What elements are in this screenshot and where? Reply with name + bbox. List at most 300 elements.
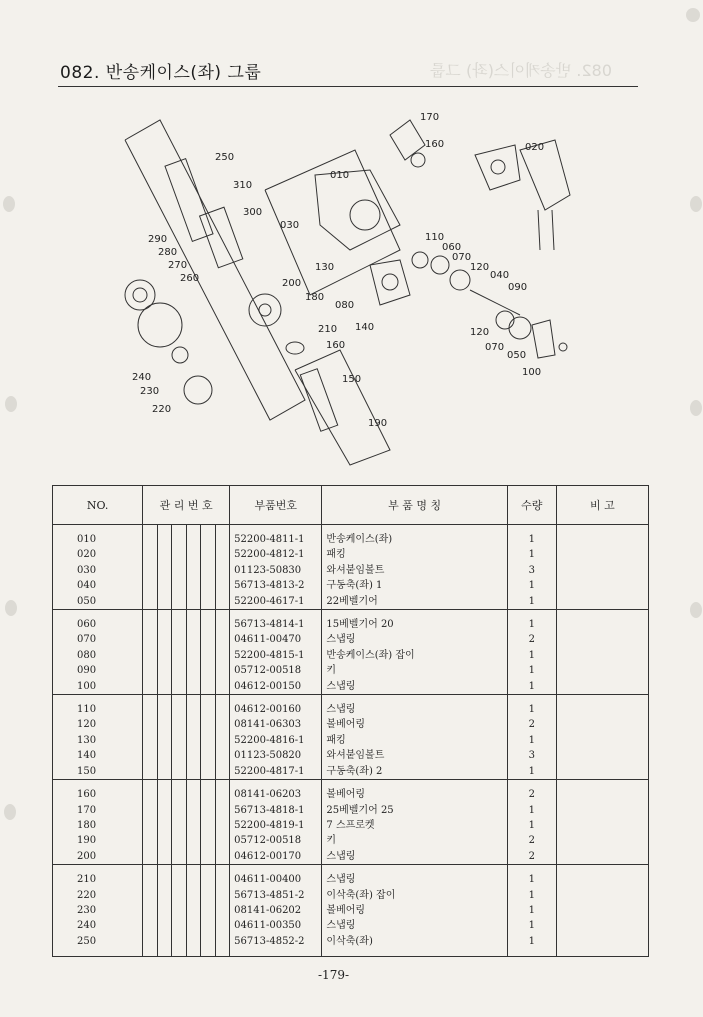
cell-management xyxy=(201,578,216,593)
cell-management xyxy=(172,934,187,949)
svg-text:230: 230 xyxy=(140,386,160,397)
cell-part-number: 56713-4813-2 xyxy=(230,578,322,593)
cell-management xyxy=(201,594,216,610)
cell-management xyxy=(186,872,201,887)
cell-management xyxy=(186,733,201,748)
cell-quantity: 1 xyxy=(507,934,556,949)
cell-part-number: 52200-4617-1 xyxy=(230,594,322,610)
cell-quantity: 1 xyxy=(507,702,556,717)
cell-management xyxy=(201,764,216,780)
cell-management xyxy=(215,594,230,610)
svg-text:220: 220 xyxy=(152,404,172,415)
cell-part-number: 04612-00160 xyxy=(230,702,322,717)
cell-part-number: 52200-4817-1 xyxy=(230,764,322,780)
table-row xyxy=(53,934,648,949)
cell-remark xyxy=(556,803,648,818)
cell-management xyxy=(215,872,230,887)
svg-text:160: 160 xyxy=(425,139,445,150)
cell-remark xyxy=(556,563,648,578)
cell-management xyxy=(186,803,201,818)
cell-management xyxy=(186,663,201,678)
cell-no: 190 xyxy=(53,833,143,848)
table-row xyxy=(53,563,648,578)
cell-management xyxy=(186,594,201,610)
col-part-name: 부 품 명 칭 xyxy=(322,486,508,525)
row-spacer xyxy=(53,780,648,788)
cell-management xyxy=(172,918,187,933)
cell-part-name: 22베벨기어 xyxy=(322,594,508,610)
cell-management xyxy=(215,803,230,818)
cell-management xyxy=(186,818,201,833)
cell-part-number: 56713-4818-1 xyxy=(230,803,322,818)
cell-part-name: 15베벨기어 20 xyxy=(322,617,508,632)
cell-no: 090 xyxy=(53,663,143,678)
cell-management xyxy=(143,563,158,578)
svg-text:090: 090 xyxy=(508,282,528,293)
cell-part-name: 와셔붙임볼트 xyxy=(322,748,508,763)
cell-no: 070 xyxy=(53,632,143,647)
cell-management xyxy=(215,578,230,593)
cell-management xyxy=(172,663,187,678)
cell-management xyxy=(157,733,172,748)
cell-part-name: 반송케이스(좌) xyxy=(322,532,508,547)
cell-management xyxy=(215,888,230,903)
cell-management xyxy=(143,617,158,632)
cell-management xyxy=(143,594,158,610)
cell-part-number: 56713-4852-2 xyxy=(230,934,322,949)
cell-part-name: 패킹 xyxy=(322,733,508,748)
cell-quantity: 3 xyxy=(507,748,556,763)
cell-quantity: 1 xyxy=(507,733,556,748)
cell-remark xyxy=(556,918,648,933)
cell-management xyxy=(215,632,230,647)
cell-management xyxy=(172,733,187,748)
binder-hole xyxy=(5,600,17,616)
cell-management xyxy=(172,849,187,865)
cell-remark xyxy=(556,818,648,833)
cell-quantity: 3 xyxy=(507,563,556,578)
cell-management xyxy=(143,663,158,678)
svg-text:070: 070 xyxy=(452,252,472,263)
table-row xyxy=(53,594,648,610)
row-spacer xyxy=(53,695,648,703)
cell-remark xyxy=(556,594,648,610)
cell-remark xyxy=(556,888,648,903)
cell-part-name: 와셔붙임볼트 xyxy=(322,563,508,578)
shaft2-group-outline xyxy=(295,350,390,465)
cell-quantity: 1 xyxy=(507,648,556,663)
cell-quantity: 1 xyxy=(507,617,556,632)
cell-no: 240 xyxy=(53,918,143,933)
cell-management xyxy=(215,748,230,763)
cell-management xyxy=(172,563,187,578)
table-row xyxy=(53,663,648,678)
table-row xyxy=(53,764,648,780)
binder-hole xyxy=(690,196,702,212)
cell-no: 150 xyxy=(53,764,143,780)
cell-part-name: 스냅링 xyxy=(322,849,508,865)
cell-part-name: 스냅링 xyxy=(322,632,508,647)
cell-remark xyxy=(556,702,648,717)
cell-management xyxy=(143,833,158,848)
cell-management xyxy=(143,934,158,949)
cell-management xyxy=(143,547,158,562)
table-row xyxy=(53,632,648,647)
callout-labels xyxy=(132,112,544,429)
cell-management xyxy=(201,787,216,802)
cell-no: 180 xyxy=(53,818,143,833)
cell-part-number: 52200-4815-1 xyxy=(230,648,322,663)
page-number: -179- xyxy=(318,968,350,982)
cell-management xyxy=(157,764,172,780)
cell-management xyxy=(201,918,216,933)
cell-part-name: 패킹 xyxy=(322,547,508,562)
cell-management xyxy=(172,803,187,818)
cell-management xyxy=(172,578,187,593)
cell-part-number: 52200-4812-1 xyxy=(230,547,322,562)
table-row xyxy=(53,617,648,632)
title-underline xyxy=(58,86,638,87)
cell-no: 030 xyxy=(53,563,143,578)
cell-management xyxy=(143,764,158,780)
cell-management xyxy=(186,717,201,732)
table-row xyxy=(53,578,648,593)
svg-text:030: 030 xyxy=(280,220,300,231)
col-part-number: 부품번호 xyxy=(230,486,322,525)
row-spacer xyxy=(53,865,648,873)
cell-management xyxy=(172,764,187,780)
cell-management xyxy=(215,918,230,933)
cell-management xyxy=(143,803,158,818)
table-row xyxy=(53,787,648,802)
cell-management xyxy=(201,818,216,833)
svg-text:270: 270 xyxy=(168,260,188,271)
cell-management xyxy=(201,733,216,748)
cell-management xyxy=(157,918,172,933)
cell-quantity: 2 xyxy=(507,787,556,802)
cell-management xyxy=(186,679,201,695)
cell-no: 060 xyxy=(53,617,143,632)
binder-hole xyxy=(3,196,15,212)
cell-part-name: 7 스프로켓 xyxy=(322,818,508,833)
cell-remark xyxy=(556,632,648,647)
cell-remark xyxy=(556,872,648,887)
cell-no: 140 xyxy=(53,748,143,763)
cell-quantity: 1 xyxy=(507,872,556,887)
table-row xyxy=(53,803,648,818)
cell-quantity: 1 xyxy=(507,903,556,918)
cell-part-number: 04611-00350 xyxy=(230,918,322,933)
cell-management xyxy=(157,594,172,610)
cell-no: 250 xyxy=(53,934,143,949)
cell-part-name: 스냅링 xyxy=(322,702,508,717)
cell-no: 170 xyxy=(53,803,143,818)
cell-quantity: 2 xyxy=(507,717,556,732)
cell-no: 080 xyxy=(53,648,143,663)
cell-quantity: 1 xyxy=(507,764,556,780)
cell-management xyxy=(186,563,201,578)
svg-text:260: 260 xyxy=(180,273,200,284)
cell-management xyxy=(186,764,201,780)
binder-hole xyxy=(686,8,700,22)
col-no: NO. xyxy=(53,486,143,525)
cell-management xyxy=(143,748,158,763)
cell-management xyxy=(215,663,230,678)
cell-remark xyxy=(556,717,648,732)
cell-no: 220 xyxy=(53,888,143,903)
cell-part-number: 08141-06202 xyxy=(230,903,322,918)
cell-management xyxy=(157,748,172,763)
bleed-through-text: 082. 반송케이스(좌) 그룹 xyxy=(430,61,612,80)
cell-management xyxy=(172,818,187,833)
cell-management xyxy=(157,803,172,818)
cell-part-number: 04611-00470 xyxy=(230,632,322,647)
svg-text:040: 040 xyxy=(490,270,510,281)
cell-management xyxy=(201,617,216,632)
svg-text:050: 050 xyxy=(507,350,527,361)
cell-part-name: 이삭축(좌) 잡이 xyxy=(322,888,508,903)
col-remarks: 비 고 xyxy=(556,486,648,525)
svg-text:310: 310 xyxy=(233,180,253,191)
table-row xyxy=(53,679,648,695)
cell-quantity: 1 xyxy=(507,578,556,593)
svg-text:160: 160 xyxy=(326,340,346,351)
cell-part-name: 키 xyxy=(322,663,508,678)
cell-management xyxy=(157,818,172,833)
cell-part-number: 56713-4814-1 xyxy=(230,617,322,632)
cell-management xyxy=(201,632,216,647)
table-row xyxy=(53,702,648,717)
cell-quantity: 1 xyxy=(507,818,556,833)
cell-part-name: 구동축(좌) 2 xyxy=(322,764,508,780)
cell-remark xyxy=(556,733,648,748)
cell-management xyxy=(143,733,158,748)
cell-part-name: 스냅링 xyxy=(322,918,508,933)
cell-management xyxy=(143,532,158,547)
table-row xyxy=(53,717,648,732)
cell-management xyxy=(172,679,187,695)
binder-hole xyxy=(690,602,702,618)
cell-part-name: 구동축(좌) 1 xyxy=(322,578,508,593)
cell-management xyxy=(157,547,172,562)
cell-part-number: 04611-00400 xyxy=(230,872,322,887)
svg-text:150: 150 xyxy=(342,374,362,385)
table-row xyxy=(53,733,648,748)
cell-management xyxy=(201,903,216,918)
svg-text:300: 300 xyxy=(243,207,263,218)
binder-hole xyxy=(5,396,17,412)
page-title: 082. 반송케이스(좌) 그룹 xyxy=(60,63,262,83)
cell-no: 160 xyxy=(53,787,143,802)
cell-part-name: 25베벨기어 25 xyxy=(322,803,508,818)
cell-management xyxy=(157,617,172,632)
cell-management xyxy=(157,702,172,717)
cell-management xyxy=(201,934,216,949)
cell-management xyxy=(186,702,201,717)
svg-text:210: 210 xyxy=(318,324,338,335)
cell-part-number: 52200-4819-1 xyxy=(230,818,322,833)
table-row xyxy=(53,849,648,865)
cell-management xyxy=(172,594,187,610)
cell-management xyxy=(201,648,216,663)
cell-quantity: 1 xyxy=(507,918,556,933)
cell-management xyxy=(201,872,216,887)
cell-management xyxy=(157,532,172,547)
cell-management xyxy=(201,748,216,763)
cell-part-number: 52200-4811-1 xyxy=(230,532,322,547)
cell-management xyxy=(172,888,187,903)
cell-management xyxy=(172,833,187,848)
cell-part-number: 05712-00518 xyxy=(230,833,322,848)
cell-quantity: 1 xyxy=(507,663,556,678)
cell-management xyxy=(201,663,216,678)
cell-remark xyxy=(556,547,648,562)
cell-quantity: 1 xyxy=(507,888,556,903)
svg-text:280: 280 xyxy=(158,247,178,258)
cell-management xyxy=(201,679,216,695)
parts-table xyxy=(52,485,649,957)
cell-remark xyxy=(556,934,648,949)
table-row xyxy=(53,818,648,833)
cell-management xyxy=(172,717,187,732)
cell-management xyxy=(143,818,158,833)
cell-management xyxy=(172,532,187,547)
cell-management xyxy=(201,833,216,848)
cell-remark xyxy=(556,787,648,802)
cell-management xyxy=(143,903,158,918)
cell-part-name: 볼베어링 xyxy=(322,787,508,802)
cell-remark xyxy=(556,748,648,763)
cell-no: 020 xyxy=(53,547,143,562)
cell-part-number: 05712-00518 xyxy=(230,663,322,678)
cell-management xyxy=(143,787,158,802)
svg-text:200: 200 xyxy=(282,278,302,289)
cell-management xyxy=(157,679,172,695)
svg-text:010: 010 xyxy=(330,170,350,181)
cell-management xyxy=(157,833,172,848)
cell-management xyxy=(143,717,158,732)
cell-management xyxy=(143,648,158,663)
cell-management xyxy=(157,903,172,918)
cell-management xyxy=(215,818,230,833)
cell-no: 210 xyxy=(53,872,143,887)
cell-management xyxy=(186,849,201,865)
cell-management xyxy=(215,903,230,918)
cell-management xyxy=(215,833,230,848)
cell-remark xyxy=(556,833,648,848)
cell-management xyxy=(215,547,230,562)
cell-management xyxy=(186,918,201,933)
cell-management xyxy=(157,563,172,578)
cell-management xyxy=(215,787,230,802)
cell-management xyxy=(143,679,158,695)
cell-management xyxy=(157,888,172,903)
cell-management xyxy=(157,934,172,949)
cell-management xyxy=(201,702,216,717)
cell-remark xyxy=(556,764,648,780)
table-row xyxy=(53,748,648,763)
cell-management xyxy=(186,547,201,562)
cell-management xyxy=(215,717,230,732)
cell-management xyxy=(201,532,216,547)
cell-no: 100 xyxy=(53,679,143,695)
cell-management xyxy=(201,547,216,562)
cell-remark xyxy=(556,663,648,678)
svg-text:060: 060 xyxy=(442,242,462,253)
cell-remark xyxy=(556,849,648,865)
cell-remark xyxy=(556,578,648,593)
svg-text:080: 080 xyxy=(335,300,355,311)
svg-text:250: 250 xyxy=(215,152,235,163)
cell-part-name: 볼베어링 xyxy=(322,717,508,732)
cell-management xyxy=(157,663,172,678)
cell-management xyxy=(215,617,230,632)
cell-management xyxy=(186,903,201,918)
cell-management xyxy=(186,532,201,547)
table-row xyxy=(53,532,648,547)
cell-management xyxy=(172,702,187,717)
table-row xyxy=(53,888,648,903)
table-row xyxy=(53,547,648,562)
cell-part-name: 스냅링 xyxy=(322,679,508,695)
cell-part-number: 01123-50820 xyxy=(230,748,322,763)
cell-no: 010 xyxy=(53,532,143,547)
cell-quantity: 2 xyxy=(507,833,556,848)
cell-no: 230 xyxy=(53,903,143,918)
cell-part-name: 볼베어링 xyxy=(322,903,508,918)
cell-management xyxy=(215,532,230,547)
cell-management xyxy=(157,849,172,865)
cell-management xyxy=(172,632,187,647)
cell-management xyxy=(215,702,230,717)
cell-remark xyxy=(556,679,648,695)
cell-part-number: 08141-06303 xyxy=(230,717,322,732)
cell-management xyxy=(215,563,230,578)
cell-management xyxy=(215,679,230,695)
cell-remark xyxy=(556,903,648,918)
table-row xyxy=(53,648,648,663)
binder-hole xyxy=(4,804,16,820)
cell-no: 050 xyxy=(53,594,143,610)
cell-no: 110 xyxy=(53,702,143,717)
cell-management xyxy=(157,632,172,647)
svg-text:100: 100 xyxy=(522,367,542,378)
shaft-group-outline xyxy=(125,120,305,420)
cell-management xyxy=(201,849,216,865)
svg-text:020: 020 xyxy=(525,142,545,153)
cell-part-number: 04612-00170 xyxy=(230,849,322,865)
cell-part-name: 반송케이스(좌) 잡이 xyxy=(322,648,508,663)
cell-management xyxy=(186,833,201,848)
cell-management xyxy=(157,648,172,663)
cell-management xyxy=(143,849,158,865)
cell-quantity: 1 xyxy=(507,532,556,547)
cell-quantity: 2 xyxy=(507,632,556,647)
cell-management xyxy=(157,787,172,802)
cell-no: 120 xyxy=(53,717,143,732)
cell-management xyxy=(215,764,230,780)
svg-text:170: 170 xyxy=(420,112,440,123)
cell-management xyxy=(186,632,201,647)
cell-management xyxy=(172,872,187,887)
binder-hole xyxy=(690,400,702,416)
col-management-no: 관 리 번 호 xyxy=(143,486,230,525)
cell-no: 040 xyxy=(53,578,143,593)
svg-text:110: 110 xyxy=(425,232,445,243)
cell-management xyxy=(157,717,172,732)
cell-no: 200 xyxy=(53,849,143,865)
table-row xyxy=(53,872,648,887)
